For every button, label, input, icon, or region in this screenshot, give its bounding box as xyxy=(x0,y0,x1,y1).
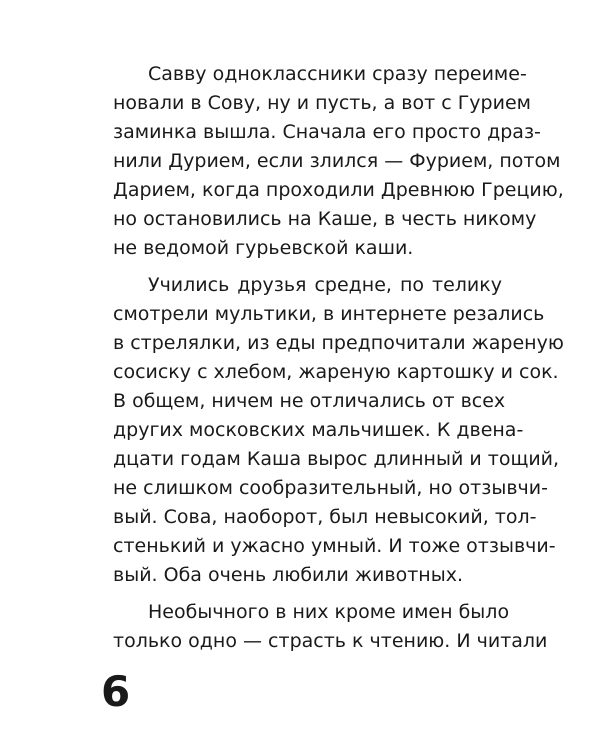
text-line: вый. Сова, наоборот, был невысокий, тол- xyxy=(113,506,537,528)
text-line: сосиску с хлебом, жареную картошку и сок. xyxy=(113,361,559,383)
text-line: в стрелялки, из еды предпочитали жареную xyxy=(113,332,564,354)
text-line: но остановились на Каше, в честь никому xyxy=(113,208,537,230)
text-line: Необычного в них кроме имен было xyxy=(148,601,510,623)
page-number: 6 xyxy=(101,667,131,716)
text-line: смотрели мультики, в интернете резались xyxy=(113,303,545,325)
text-line: новали в Сову, ну и пусть, а вот с Гурием xyxy=(113,92,531,114)
text-line: Дарием, когда проходили Древнюю Грецию, xyxy=(113,179,564,201)
text-line: заминка вышла. Сначала его просто драз- xyxy=(113,121,541,143)
paragraph-gap xyxy=(113,263,502,271)
text-line: стенький и ужасно умный. И тоже отзывчи- xyxy=(113,535,556,557)
text-line: других московских мальчишек. К двена- xyxy=(113,419,524,441)
text-line: вый. Оба очень любили животных. xyxy=(113,564,463,586)
text-line: не ведомой гурьевской каши. xyxy=(113,237,414,259)
text-line: Савву одноклассники сразу переиме- xyxy=(148,63,527,85)
text-line: только одно — страсть к чтению. И читали xyxy=(113,630,548,652)
paragraph-gap xyxy=(113,590,502,598)
text-line: В общем, ничем не отличались от всех xyxy=(113,390,506,412)
body-text xyxy=(113,60,564,656)
text-line: не слишком сообразительный, но отзывчи- xyxy=(113,477,548,499)
text-line: нили Дурием, если злился — Фурием, потом xyxy=(113,150,561,172)
text-line: Учились друзья средне, по телику xyxy=(148,274,502,296)
text-line: дцати годам Каша вырос длинный и тощий, xyxy=(113,448,560,470)
